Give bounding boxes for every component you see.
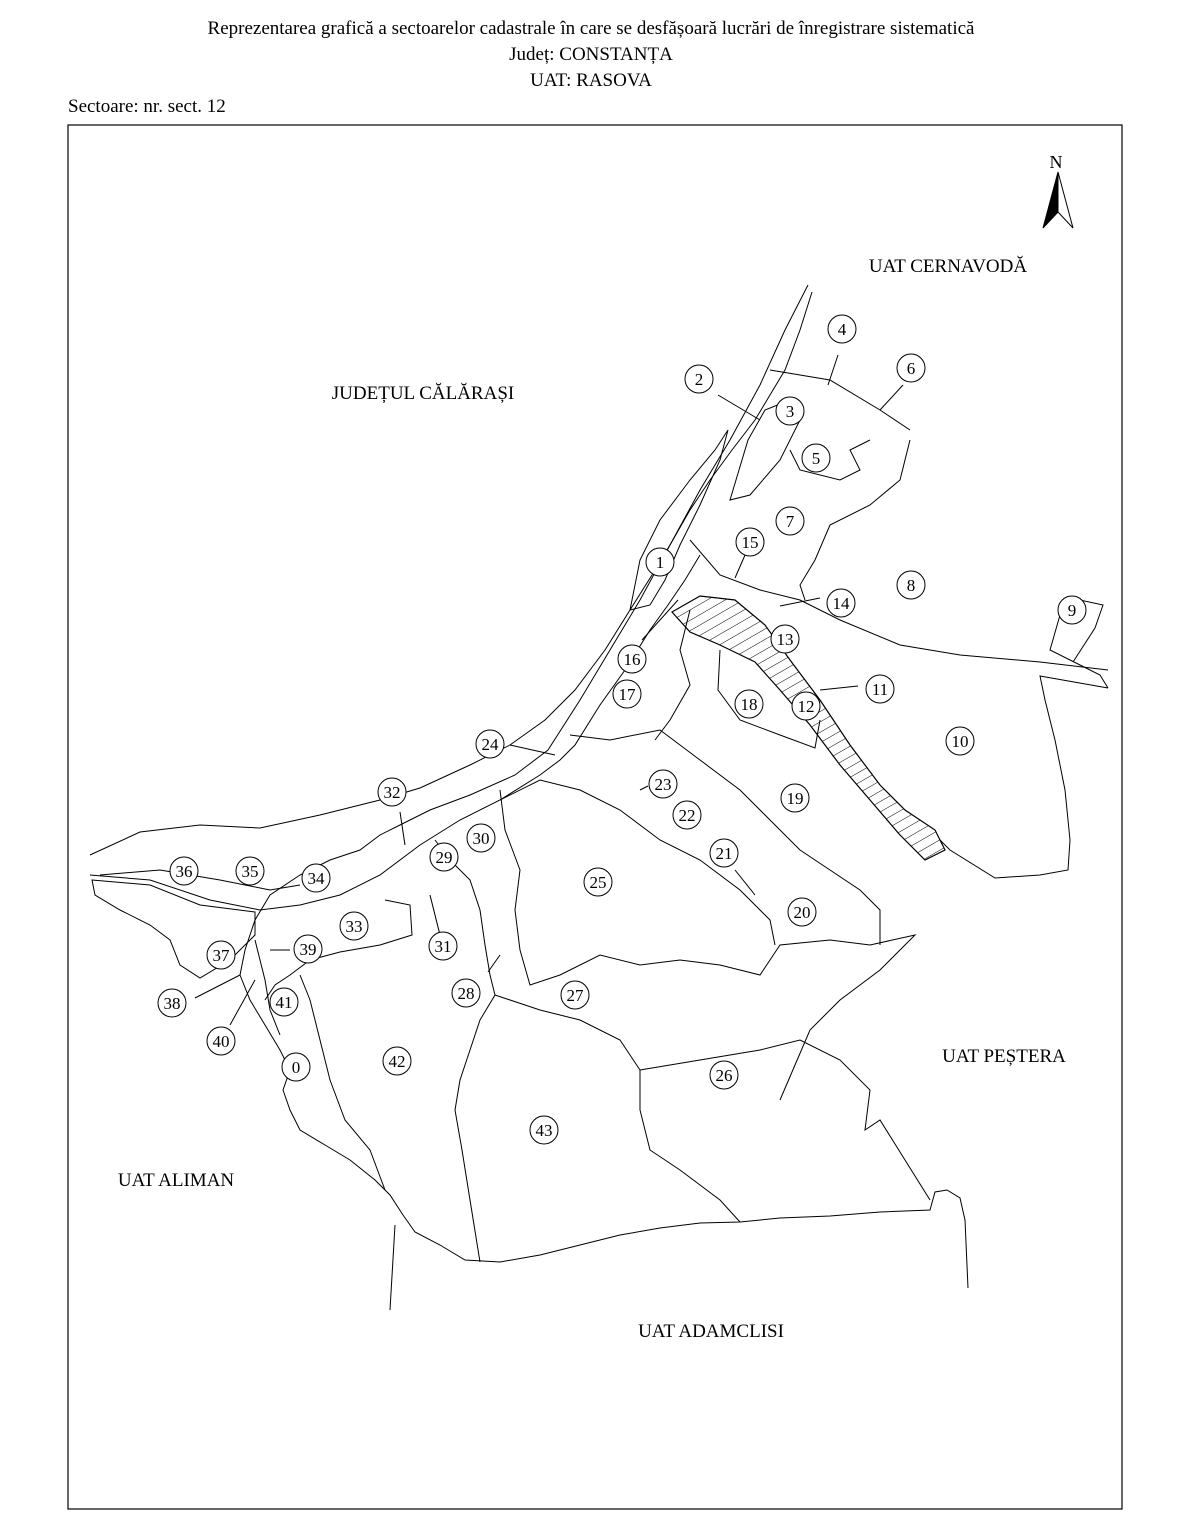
sector-label-1: 1 — [655, 553, 665, 572]
sector-label-40: 40 — [212, 1032, 230, 1051]
sector-label-15: 15 — [741, 533, 759, 552]
county-label: Județ: CONSTANȚA — [509, 44, 673, 65]
sector-label-24: 24 — [481, 735, 499, 754]
sector-label-9: 9 — [1067, 601, 1077, 620]
sector-label-14: 14 — [832, 594, 850, 613]
sector-label-37: 37 — [212, 946, 230, 965]
sector-label-27: 27 — [566, 986, 584, 1005]
sector-label-42: 42 — [388, 1052, 406, 1071]
sector-label-21: 21 — [715, 844, 733, 863]
sector-label-6: 6 — [906, 359, 916, 378]
sector-label-5: 5 — [811, 449, 821, 468]
sector-label-11: 11 — [871, 680, 889, 699]
sectors-label: Sectoare: nr. sect. 12 — [68, 96, 226, 117]
sector-label-23: 23 — [654, 775, 672, 794]
sector-label-19: 19 — [786, 789, 804, 808]
sector-label-10: 10 — [951, 732, 969, 751]
neighbor-calarasi: JUDEȚUL CĂLĂRAȘI — [331, 383, 515, 404]
neighbor-pestera: UAT PEȘTERA — [942, 1046, 1066, 1067]
sector-label-12: 12 — [797, 697, 815, 716]
sector-label-25: 25 — [589, 873, 607, 892]
sector-label-41: 41 — [275, 993, 293, 1012]
sector-label-33: 33 — [345, 917, 363, 936]
sector-label-7: 7 — [785, 512, 795, 531]
sector-label-36: 36 — [175, 862, 193, 881]
neighbor-adamclisi: UAT ADAMCLISI — [638, 1321, 784, 1342]
sector-label-16: 16 — [623, 650, 641, 669]
sector-label-31: 31 — [434, 937, 452, 956]
north-label: N — [1049, 152, 1063, 172]
north-arrow-icon — [1043, 172, 1073, 228]
sector-label-28: 28 — [457, 984, 475, 1003]
sector-label-43: 43 — [535, 1121, 553, 1140]
neighbor-aliman: UAT ALIMAN — [117, 1170, 235, 1191]
sector-label-18: 18 — [740, 695, 758, 714]
sector-label-8: 8 — [906, 576, 916, 595]
sector-label-26: 26 — [715, 1066, 733, 1085]
uat-label: UAT: RASOVA — [530, 70, 652, 91]
sector-label-29: 29 — [435, 848, 453, 867]
neighbor-cernavoda: UAT CERNAVODĂ — [868, 256, 1028, 277]
sector-label-13: 13 — [776, 630, 794, 649]
sector-label-30: 30 — [472, 829, 490, 848]
sector-label-17: 17 — [618, 685, 636, 704]
map-title: Reprezentarea grafică a sectoarelor cadastrale în care se desfășoară lucrări de înregistrare sistematică — [207, 18, 975, 39]
sector-label-3: 3 — [785, 402, 795, 421]
sector-label-20: 20 — [793, 903, 811, 922]
sector-label-32: 32 — [383, 783, 401, 802]
sector-label-34: 34 — [307, 869, 325, 888]
sector-label-2: 2 — [694, 370, 704, 389]
map-frame — [68, 125, 1122, 1509]
sector-label-39: 39 — [299, 940, 317, 959]
sector-label-38: 38 — [163, 994, 181, 1013]
sector-label-4: 4 — [837, 320, 847, 339]
sector-label-22: 22 — [678, 806, 696, 825]
sector-12-hatched — [672, 596, 945, 860]
sector-label-35: 35 — [241, 862, 259, 881]
sector-label-0: 0 — [291, 1058, 301, 1077]
